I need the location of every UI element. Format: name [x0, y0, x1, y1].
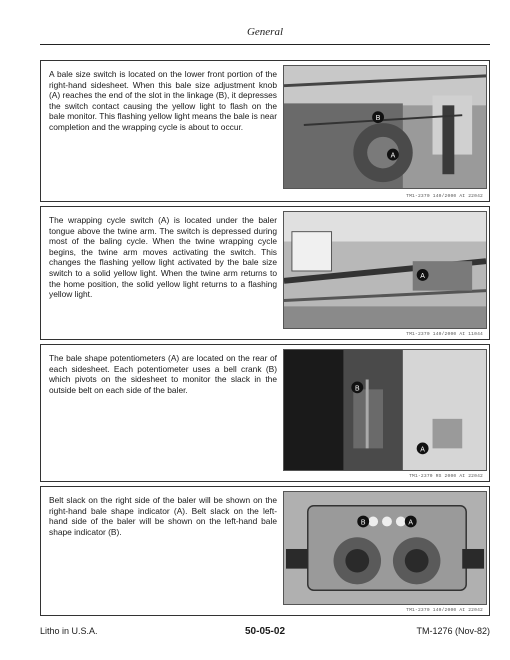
- section-bale-size-switch: [40, 60, 490, 202]
- page-header: [40, 18, 490, 45]
- photo-caption: TM1-2370 140/2000 AI 11044: [406, 332, 483, 337]
- photo-caption: TM1-2370 140/2000 AI 22042: [406, 194, 483, 199]
- callout-b: B: [375, 115, 381, 123]
- photo-caption: TM1-2370 140/2000 AI 22042: [406, 608, 483, 613]
- section-bale-shape-indicator: [40, 486, 490, 616]
- photo-bale-shape-potentiometers: [283, 349, 487, 471]
- callout-b: B: [360, 519, 366, 527]
- footer-manual-id: TM-1276 (Nov-82): [416, 626, 490, 636]
- callout-a: A: [408, 519, 414, 527]
- photo-bale-shape-indicator: [283, 491, 487, 605]
- footer-page-number: 50-05-02: [244, 626, 286, 637]
- section-text: A bale size switch is located on the lower front portion of the right-hand sidesheet. When this bale size adjustment knob (A) reaches the end of the slot in the linkage (B), it depresses the switch contact causing the yellow light to flash on the bale monitor. This flashing yellow light means the bale is near completion and the wrapping cycle is about to occur.: [49, 69, 277, 132]
- header-title: General: [246, 26, 284, 38]
- section-text: The bale shape potentiometers (A) are located on the rear of each sidesheet. Each potentiometer uses a bell crank (B) which pivots on the sidesheet to monitor the slack in the outside belt on each side of the baler.: [49, 353, 277, 395]
- callout-a: A: [420, 272, 425, 280]
- section-wrapping-cycle-switch: [40, 206, 490, 340]
- section-text: Belt slack on the right side of the baler will be shown on the right-hand bale shape indicator (A). Belt slack on the left-hand side of the baler will be shown on the left-hand bale shape indicator (B).: [49, 495, 277, 537]
- callout-b: B: [354, 385, 360, 393]
- photo-bale-size-switch: [283, 65, 487, 189]
- footer-litho: Litho in U.S.A.: [40, 626, 98, 636]
- photo-caption: TM1-2370 RS 2000 AI 22042: [409, 474, 483, 479]
- photo-wrapping-cycle-switch: [283, 211, 487, 329]
- section-text: The wrapping cycle switch (A) is located under the baler tongue above the twine arm. The switch is depressed during most of the baling cycle. When the twine wrapping cycle begins, the twine arm moves activating the switch. This changes the flashing yellow light activated by the bale size switch to a solid yellow light. When the twine arm returns to the home position, the solid yellow light returns to a flashing yellow light.: [49, 215, 277, 300]
- section-bale-shape-potentiometers: [40, 344, 490, 482]
- callout-a: A: [390, 152, 396, 160]
- page-footer: [40, 624, 490, 644]
- callout-a: A: [420, 446, 425, 454]
